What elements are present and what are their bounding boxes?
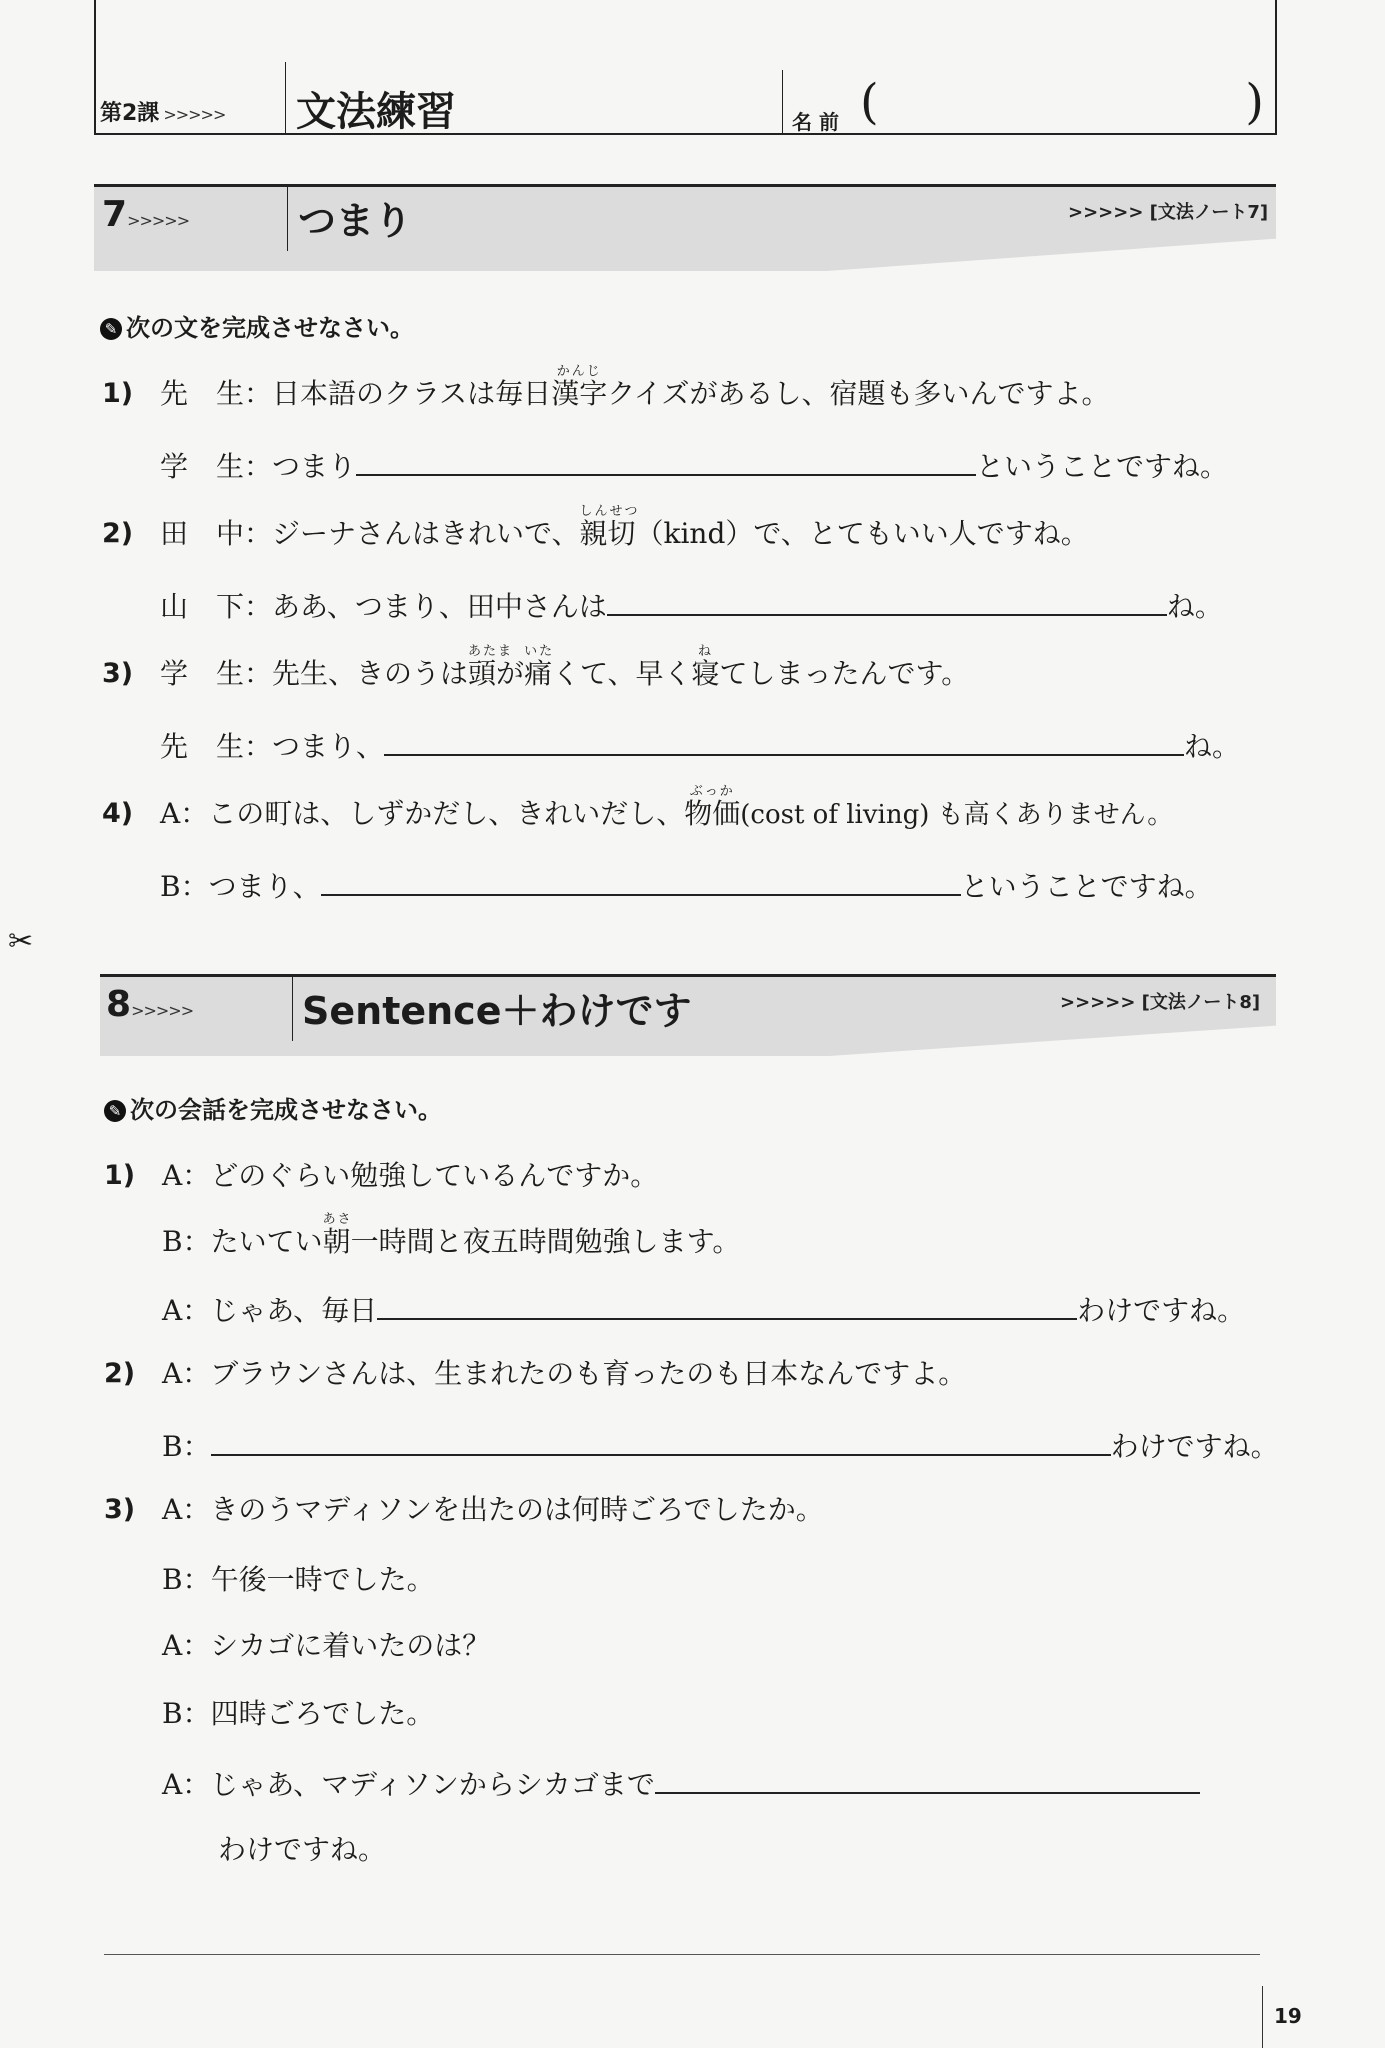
- name-open-paren: (: [860, 74, 879, 130]
- item-7-3-number: 3): [102, 658, 134, 689]
- section-7-number: 7>>>>>: [102, 194, 190, 235]
- item-8-1-number: 1): [104, 1160, 136, 1191]
- answer-blank[interactable]: [384, 724, 1184, 756]
- item-7-4-number: 4): [102, 798, 134, 829]
- name-field[interactable]: [860, 74, 1270, 130]
- item-8-3-line-6: わけですね。: [218, 1833, 387, 1866]
- item-8-1-line-3: A：じゃあ、毎日 わけですね。: [162, 1288, 1245, 1331]
- pencil-icon: ✎: [100, 318, 122, 340]
- answer-blank[interactable]: [655, 1762, 1200, 1794]
- page-number-divider: [1262, 1986, 1263, 2048]
- section-7-note-ref: >>>>> [文法ノート7]: [1068, 202, 1269, 223]
- item-7-2-line-1: 田 中：ジーナさんはきれいで、親切 しんせつ （kind）で、とてもいい人ですね。: [160, 504, 1089, 550]
- answer-blank[interactable]: [211, 1424, 1111, 1456]
- item-7-3-line-1: 学 生：先生、きのうは頭 あたま が痛 いた くて、早く寝 ね てしまったんです。: [160, 644, 970, 690]
- answer-blank[interactable]: [607, 584, 1167, 616]
- section-8-number: 8>>>>>: [106, 984, 194, 1025]
- answer-blank[interactable]: [356, 444, 976, 476]
- item-8-2-number: 2): [104, 1358, 136, 1389]
- item-8-1-line-1: A：どのぐらい勉強しているんですか。: [162, 1159, 659, 1192]
- item-8-1-line-2: B：たいてい朝 あさ 一時間と夜五時間勉強します。: [162, 1212, 741, 1258]
- section-8-instruction: ✎ 次の会話を完成させなさい。: [104, 1090, 442, 1125]
- item-7-1-number: 1): [102, 378, 134, 409]
- pencil-icon: ✎: [104, 1100, 126, 1122]
- section-7-title: つまり: [298, 199, 413, 243]
- item-8-3-line-1: A：きのうマディソンを出たのは何時ごろでしたか。: [162, 1493, 824, 1526]
- item-7-1-line-2: 学 生：つまり ということですね。: [160, 444, 1228, 487]
- section-7-instruction: ✎ 次の文を完成させなさい。: [100, 308, 414, 343]
- item-8-2-line-2: B： わけですね。: [162, 1424, 1279, 1467]
- item-8-3-number: 3): [104, 1494, 136, 1525]
- scissors-icon: ✂: [8, 924, 34, 959]
- item-7-4-line-1: A：この町は、しずかだし、きれいだし、物価 ぶっか (cost of living) も高くありません。: [160, 784, 1174, 830]
- answer-blank[interactable]: [321, 864, 961, 896]
- item-7-2-number: 2): [102, 518, 134, 549]
- item-8-3-line-4: B：四時ごろでした。: [162, 1697, 435, 1730]
- item-8-3-line-5: A：じゃあ、マディソンからシカゴまで: [162, 1762, 1200, 1805]
- item-8-2-line-1: A：ブラウンさんは、生まれたのも育ったのも日本なんですよ。: [162, 1357, 967, 1390]
- section-8-note-ref: >>>>> [文法ノート8]: [1060, 992, 1261, 1013]
- item-8-3-line-3: A：シカゴに着いたのは？: [162, 1629, 491, 1662]
- item-7-3-line-2: 先 生：つまり、 ね。: [160, 724, 1240, 767]
- item-7-2-line-2: 山 下：ああ、つまり、田中さんは ね。: [160, 584, 1223, 627]
- page-number: 19: [1274, 2004, 1302, 2028]
- lesson-label: 第2課 >>>>>: [100, 101, 226, 126]
- section-8-title: Sentence＋わけです: [302, 989, 692, 1033]
- answer-blank[interactable]: [377, 1288, 1077, 1320]
- page-title: 文法練習: [296, 89, 456, 135]
- item-7-1-line-1: 先 生：日本語のクラスは毎日漢字 かんじ クイズがあるし、宿題も多いんですよ。: [160, 364, 1110, 410]
- item-8-3-line-2: B：午後一時でした。: [162, 1563, 435, 1596]
- name-close-paren: ): [1245, 74, 1264, 130]
- name-label: 名 前: [792, 110, 839, 134]
- item-7-4-line-2: B：つまり、 ということですね。: [160, 864, 1213, 907]
- footer-rule: [104, 1954, 1260, 1955]
